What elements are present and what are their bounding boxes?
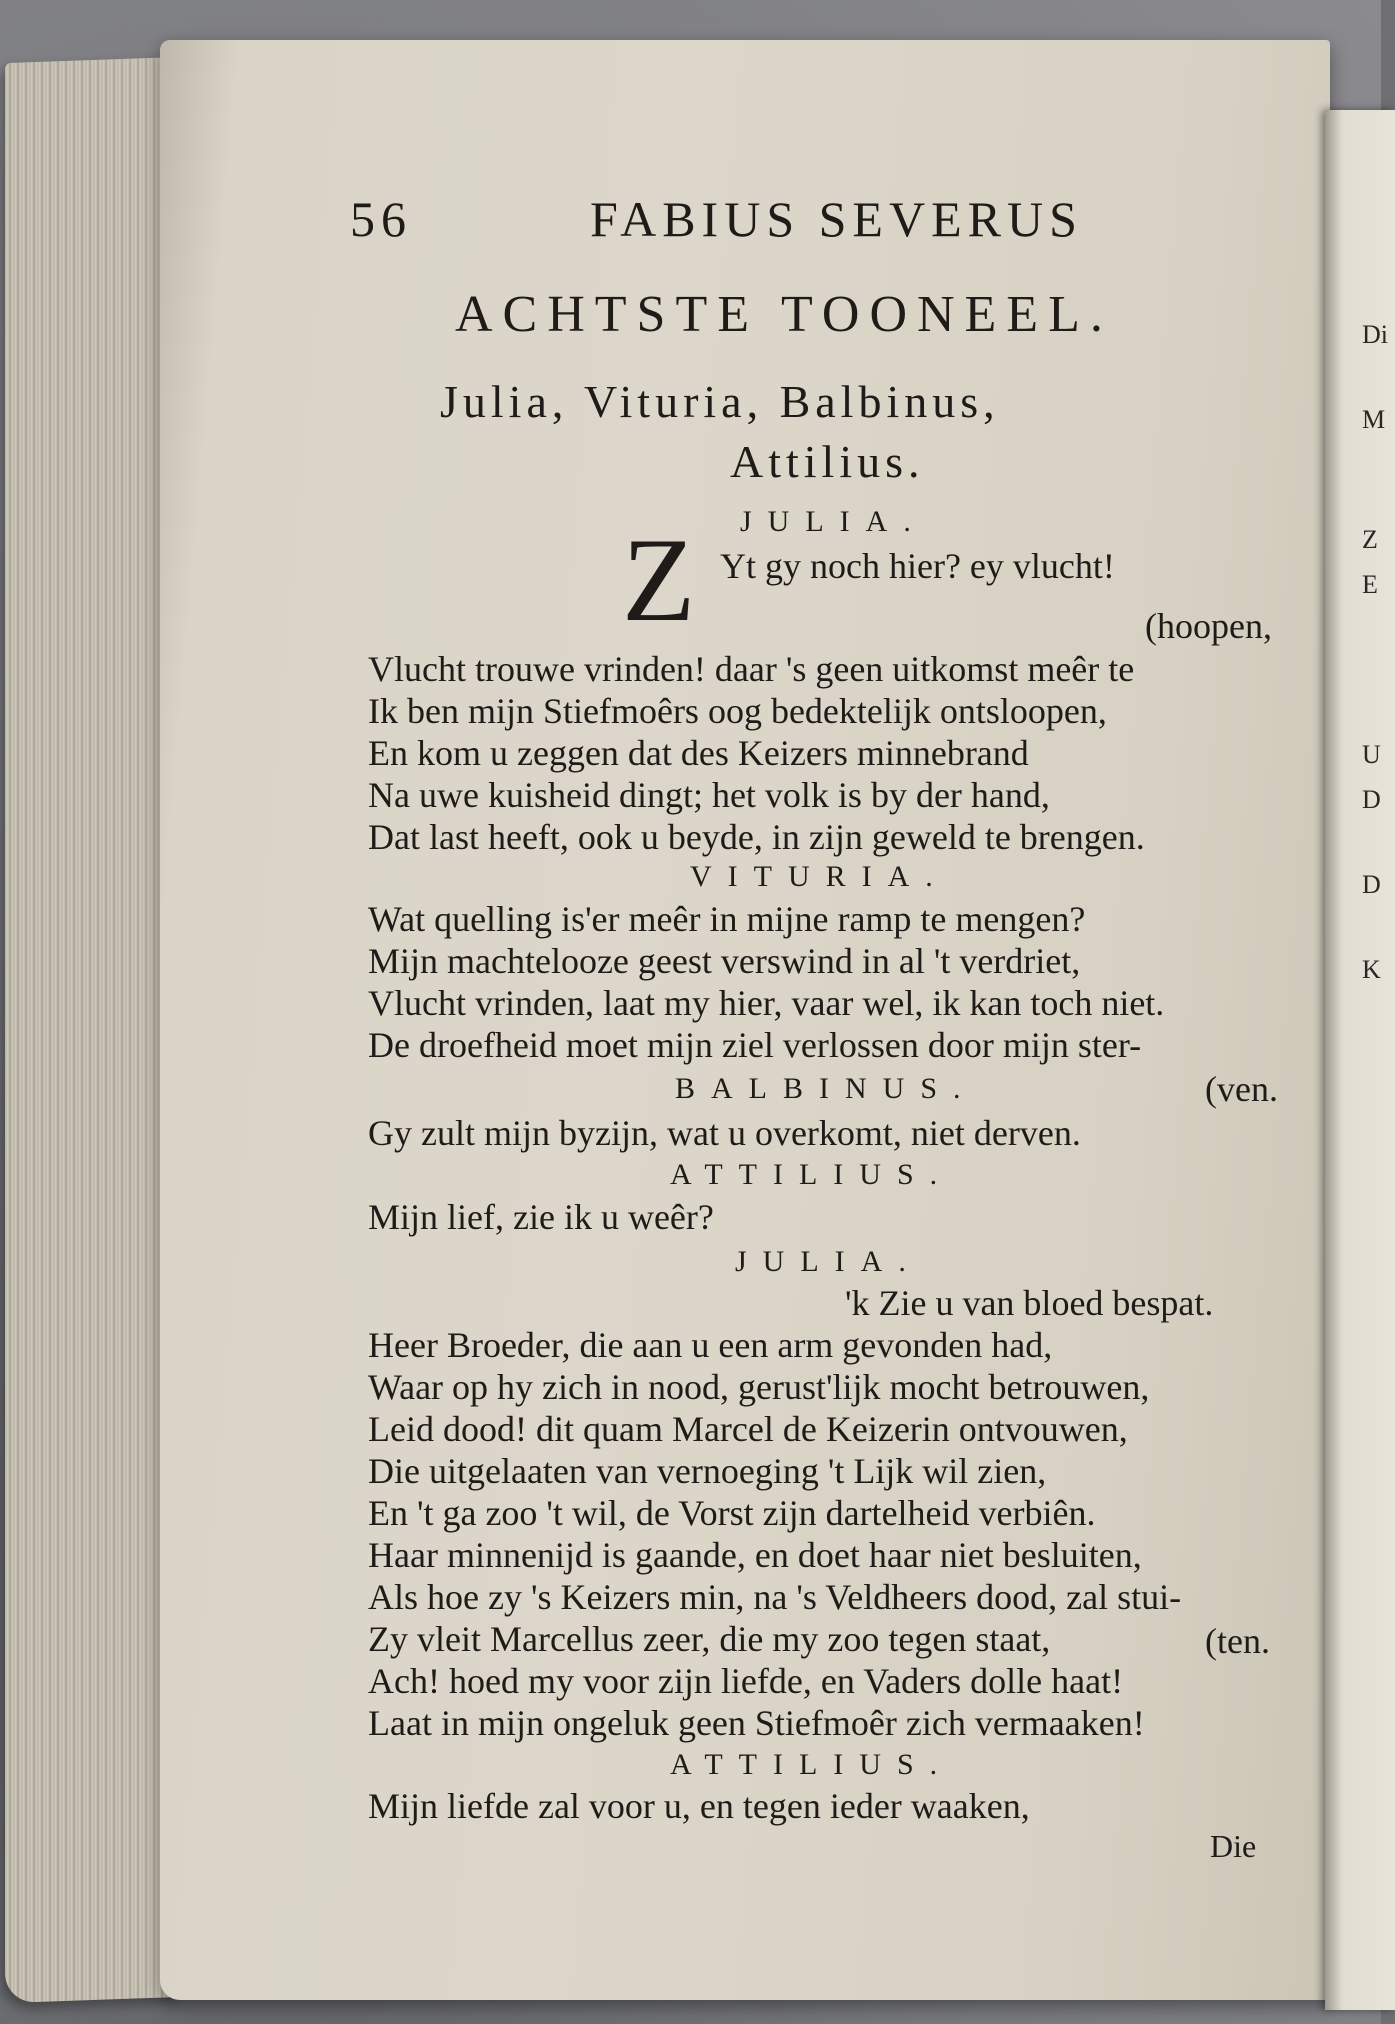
facing-fragment: D (1362, 870, 1381, 899)
verse-line: Vlucht vrinden, laat my hier, vaar wel, ik kan toch niet. (368, 983, 1165, 1023)
verse-line: Gy zult mijn byzijn, wat u overkomt, niet derven. (368, 1113, 1081, 1153)
character-list: Attilius. (730, 436, 925, 487)
verse-line: Als hoe zy 's Keizers min, na 's Veldheers dood, zal stui- (368, 1577, 1182, 1617)
facing-fragment: U (1362, 740, 1381, 769)
verse-line: Ik ben mijn Stiefmoêrs oog bedektelijk ontsloopen, (368, 691, 1107, 731)
facing-fragment: E (1362, 570, 1378, 599)
verse-line: De droefheid moet mijn ziel verlossen door mijn ster- (368, 1025, 1142, 1065)
verse-line: Zy vleit Marcellus zeer, die my zoo tegen staat, (368, 1619, 1051, 1659)
facing-fragment: M (1362, 405, 1386, 434)
speaker-name: JULIA. (740, 505, 927, 538)
facing-fragment: Di (1362, 320, 1388, 349)
running-title: FABIUS SEVERUS (590, 191, 1083, 247)
facing-fragment: K (1362, 955, 1381, 984)
verse-line: (hoopen, (1145, 606, 1272, 646)
verse-line: Laat in mijn ongeluk geen Stiefmoêr zich vermaaken! (368, 1703, 1145, 1743)
verse-line: Vlucht trouwe vrinden! daar 's geen uitkomst meêr te (368, 649, 1135, 689)
verse-line: En 't ga zoo 't wil, de Vorst zijn dartelheid verbiên. (368, 1493, 1096, 1533)
speaker-name: BALBINUS. (675, 1072, 977, 1105)
verse-line: (ven. (1205, 1069, 1278, 1109)
page-edges (5, 57, 180, 2003)
speaker-name: VITURIA. (690, 860, 949, 893)
verse-line: Waar op hy zich in nood, gerust'lijk mocht betrouwen, (368, 1367, 1150, 1407)
scene-title: ACHTSTE TOONEEL. (455, 286, 1113, 343)
verse-line: En kom u zeggen dat des Keizers minnebrand (368, 733, 1029, 773)
verse-line: (ten. (1205, 1621, 1270, 1661)
verse-line: Dat last heeft, ook u beyde, in zijn geweld te brengen. (368, 817, 1145, 857)
speaker-name: ATTILIUS. (670, 1748, 954, 1781)
verse-line: Mijn machtelooze geest verswind in al 't verdriet, (368, 941, 1081, 981)
verse-line: Yt gy noch hier? ey vlucht! (720, 546, 1115, 586)
speaker-name: JULIA. (735, 1245, 922, 1278)
speaker-name: ATTILIUS. (670, 1158, 954, 1191)
catchword: Die (1210, 1828, 1257, 1864)
verse-line: Wat quelling is'er meêr in mijne ramp te mengen? (368, 899, 1086, 939)
verse-line: 'k Zie u van bloed bespat. (845, 1283, 1214, 1323)
verse-line: Na uwe kuisheid dingt; het volk is by der hand, (368, 775, 1050, 815)
verse-line: Heer Broeder, die aan u een arm gevonden had, (368, 1325, 1053, 1365)
verse-line: Mijn liefde zal voor u, en tegen ieder waaken, (368, 1786, 1030, 1826)
facing-page (1325, 110, 1395, 2010)
character-list: Julia, Vituria, Balbinus, (440, 376, 1000, 427)
facing-fragment: D (1362, 785, 1381, 814)
drop-cap: Z (622, 513, 696, 646)
verse-line: Haar minnenijd is gaande, en doet haar niet besluiten, (368, 1535, 1142, 1575)
verse-line: Die uitgelaaten van vernoeging 't Lijk wil zien, (368, 1451, 1047, 1491)
facing-fragment: Z (1362, 525, 1378, 554)
verse-line: Mijn lief, zie ik u weêr? (368, 1197, 714, 1237)
verse-line: Ach! hoed my voor zijn liefde, en Vaders dolle haat! (368, 1661, 1124, 1701)
verse-line: Leid dood! dit quam Marcel de Keizerin ontvouwen, (368, 1409, 1128, 1449)
page-number: 56 (350, 191, 412, 247)
